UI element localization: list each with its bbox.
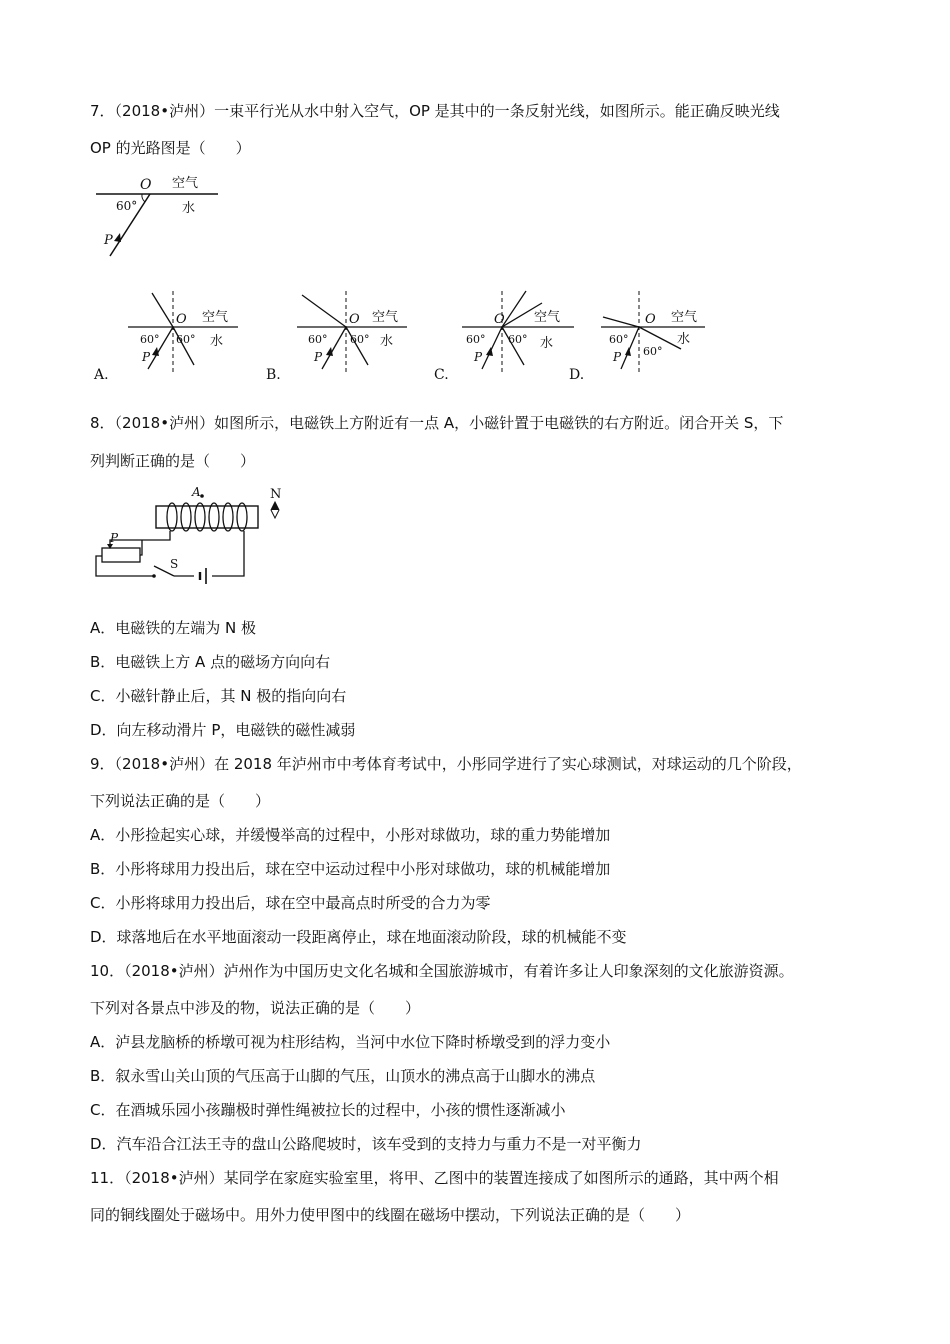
label-air: 空气: [534, 310, 561, 325]
label-p: P: [474, 350, 483, 364]
label-p: P: [142, 350, 151, 364]
label-p: P: [110, 531, 119, 545]
q11-stem-line2: 同的铜线圈处于磁场中。用外力使甲图中的线圈在磁场中摆动，下列说法正确的是（ ）: [90, 1206, 691, 1224]
q8-stem-line2: 列判断正确的是（ ）: [90, 452, 256, 470]
angle-arc: [142, 194, 145, 202]
q9-stem-line1: 9．（2018•泸州）在 2018 年泸州市中考体育考试中，小彤同学进行了实心球测试，对球运动的几个阶段，: [90, 755, 802, 773]
q8-circuit-figure: [90, 484, 290, 584]
angle-left: 60°: [308, 333, 328, 346]
label-air: 空气: [172, 176, 199, 191]
angle-left: 60°: [466, 333, 486, 346]
angle-right: 60°: [643, 345, 663, 358]
q9-option-a[interactable]: A．小彤捡起实心球，并缓慢举高的过程中，小彤对球做功，球的重力势能增加: [90, 826, 611, 844]
q9-option-b[interactable]: B．小彤将球用力投出后，球在空中运动过程中小彤对球做功，球的机械能增加: [90, 860, 611, 878]
q8-option-c[interactable]: C．小磁针静止后，其 N 极的指向向右: [90, 687, 347, 705]
q7-stem-line2: OP 的光路图是（ ）: [90, 139, 251, 157]
arrow-icon: [152, 347, 159, 356]
angle-right: 60°: [350, 333, 370, 346]
label-water: 水: [677, 332, 691, 347]
label-water: 水: [210, 334, 224, 349]
arrow-icon: [326, 347, 333, 356]
label-air: 空气: [671, 310, 698, 325]
q8-option-b[interactable]: B．电磁铁上方 A 点的磁场方向向右: [90, 653, 331, 671]
label-a: A: [192, 485, 201, 499]
label-water: 水: [182, 201, 196, 216]
label-o: O: [645, 312, 656, 327]
option-letter: A.: [94, 367, 109, 383]
q10-option-b[interactable]: B．叙永雪山关山顶的气压高于山脚的气压，山顶水的沸点高于山脚水的沸点: [90, 1067, 596, 1085]
angle-left: 60°: [609, 333, 629, 346]
label-air: 空气: [202, 310, 229, 325]
electromagnet-core: [156, 506, 258, 528]
label-water: 水: [540, 336, 554, 351]
arrow-icon: [114, 233, 121, 242]
label-s: S: [170, 557, 179, 571]
angle-left: 60°: [140, 333, 160, 346]
q10-stem-line2: 下列对各景点中涉及的物，说法正确的是（ ）: [90, 999, 421, 1017]
label-angle: 60°: [116, 199, 138, 213]
q10-option-d[interactable]: D．汽车沿合江法王寺的盘山公路爬坡时，该车受到的支持力与重力不是一对平衡力: [90, 1135, 642, 1153]
label-water: 水: [380, 334, 394, 349]
rheostat-icon: [102, 548, 140, 562]
q11-stem-line1: 11．（2018•泸州）某同学在家庭实验室里，将甲、乙图中的装置连接成了如图所示的通路，其中两个相: [90, 1169, 779, 1187]
label-n: N: [270, 487, 282, 502]
q8-stem-line1: 8．（2018•泸州）如图所示，电磁铁上方附近有一点 A，小磁针置于电磁铁的右方附近。闭合开关 S，下: [90, 414, 784, 432]
label-p: P: [613, 350, 622, 364]
q8-option-a[interactable]: A．电磁铁的左端为 N 极: [90, 619, 257, 637]
q9-option-c[interactable]: C．小彤将球用力投出后，球在空中最高点时所受的合力为零: [90, 894, 491, 912]
q9-option-d[interactable]: D．球落地后在水平地面滚动一段距离停止，球在地面滚动阶段，球的机械能不变: [90, 928, 627, 946]
q7-option-d-figure[interactable]: [565, 285, 725, 385]
angle-right: 60°: [508, 333, 528, 346]
label-o: O: [140, 177, 152, 193]
q8-option-d[interactable]: D．向左移动滑片 P，电磁铁的磁性减弱: [90, 721, 356, 739]
point-a: [200, 494, 204, 498]
q10-stem-line1: 10．（2018•泸州）泸州作为中国历史文化名城和全国旅游城市，有着许多让人印象深刻的文化旅游资源。: [90, 962, 794, 980]
label-o: O: [494, 312, 505, 327]
label-p: P: [104, 233, 113, 248]
q7-option-a-figure[interactable]: [90, 285, 250, 385]
option-letter: B.: [266, 367, 281, 383]
label-o: O: [349, 312, 360, 327]
q7-stem-line1: 7．（2018•泸州）一束平行光从水中射入空气，OP 是其中的一条反射光线，如图所示。能正确反映光线: [90, 102, 780, 120]
angle-right: 60°: [176, 333, 196, 346]
q7-main-figure: [90, 172, 225, 264]
q10-option-c[interactable]: C．在酒城乐园小孩蹦极时弹性绳被拉长的过程中，小孩的惯性逐渐减小: [90, 1101, 566, 1119]
q7-option-b-figure[interactable]: [262, 285, 422, 385]
label-p: P: [314, 350, 323, 364]
q9-stem-line2: 下列说法正确的是（ ）: [90, 792, 271, 810]
label-o: O: [176, 312, 187, 327]
option-letter: D.: [569, 367, 585, 383]
option-letter: C.: [434, 367, 449, 383]
label-air: 空气: [372, 310, 399, 325]
q10-option-a[interactable]: A．泸县龙脑桥的桥墩可视为柱形结构，当河中水位下降时桥墩受到的浮力变小: [90, 1033, 611, 1051]
